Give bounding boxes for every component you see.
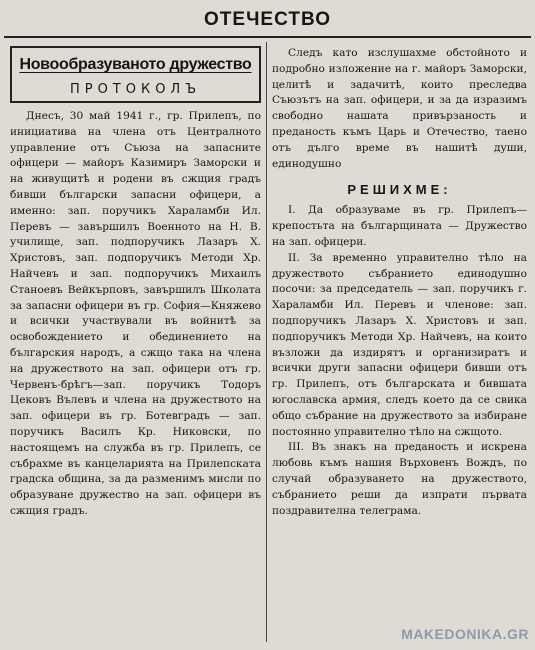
masthead-rule [4, 36, 531, 38]
resolution-item-1: I. Да образуваме въ гр. Прилепъ—крепостьта на българщината — Дружество на зап. офицери. [272, 204, 527, 248]
column-divider [266, 42, 267, 642]
left-column [10, 46, 261, 520]
resolution-heading: РЕШИХМЕ: [347, 182, 452, 198]
article-subtitle: ПРОТОКОЛЪ [69, 82, 202, 97]
watermark: MAKEDONIKA.GR [401, 626, 529, 642]
intro-paragraph: Следъ като изслушахме обстойното и подробно изложение на г. майоръ Заморски, целитѣ и задачитѣ, които преследва Съюзътъ на зап. офицери, и за да изразимъ свободно нашата привързаность и преданость къмъ Царь и Отечество, таено отъ дълго време въ нашитѣ души, единодушно [272, 47, 527, 170]
newspaper-masthead: ОТЕЧЕСТВО [204, 9, 331, 30]
article-title-box [10, 46, 261, 103]
resolution-item-2: II. За временно управително тѣло на дружеството събранието единодушно посочи: за председатель — зап. поручикъ г. Хараламби Ил. Перевъ и членове: зап. подпоручикъ Лазаръ Х. Христовъ и зап. подпоручикъ Методи Хр. Найчевъ, на които възложи да издирятъ и организиратъ и всички други запасни офицери бивши отъ гр. Прилепъ, отъ българската и бившата югославска армия, следъ което да се свика общо събрание на дружеството за избиране постоянно управително тѣло на сжщото. [272, 251, 527, 438]
resolution-item-3: III. Въ знакъ на преданость и искрена любовь къмъ нашия Върховенъ Вождъ, по случай образуването на дружеството, събранието реши да изпрати първата поздравителна телеграма. [272, 441, 527, 517]
article-title: Новообразуваното дружество [19, 56, 252, 73]
protocol-paragraph: Днесъ, 30 май 1941 г., гр. Прилепъ, по инициатива на члена отъ Централното управление отъ Съюза на запасните офицери — майоръ Казимиръ Заморски и на живущитѣ и родени въ сжщия градъ бивши български запасни офицери, а именно: зап. поручикъ Хараламби Ил. Перевъ — завършилъ Военното на Н. В. училище, зап. подпоручикъ Лазаръ Х. Христовъ, зап. подпоручикъ Методи Хр. Найчевъ и зап. подпоручикъ Михаилъ Станоевъ Вейкърповъ, завършилъ Школата за запасни офицери въ гр. София—Княжево и всички участвували въ войнитѣ за освобождението и обединението на българския народъ, а сжщо така на члена на дружеството на зап. офицери отъ гр. Червенъ-брѣгъ—зап. поручикъ Тодоръ Цековъ Вълевъ и члена на дружеството на зап. офицери въ гр. Ботевградъ — зап. поручикъ Василъ Кр. Никовски, по настоящемъ на служба въ гр. Прилепъ, се събрахме въ канцеларията на Прилепската градска община, за да разменимъ мисли по образуване дружество на зап. офицери въ сжщия градъ. [10, 110, 261, 517]
right-column [272, 46, 527, 519]
